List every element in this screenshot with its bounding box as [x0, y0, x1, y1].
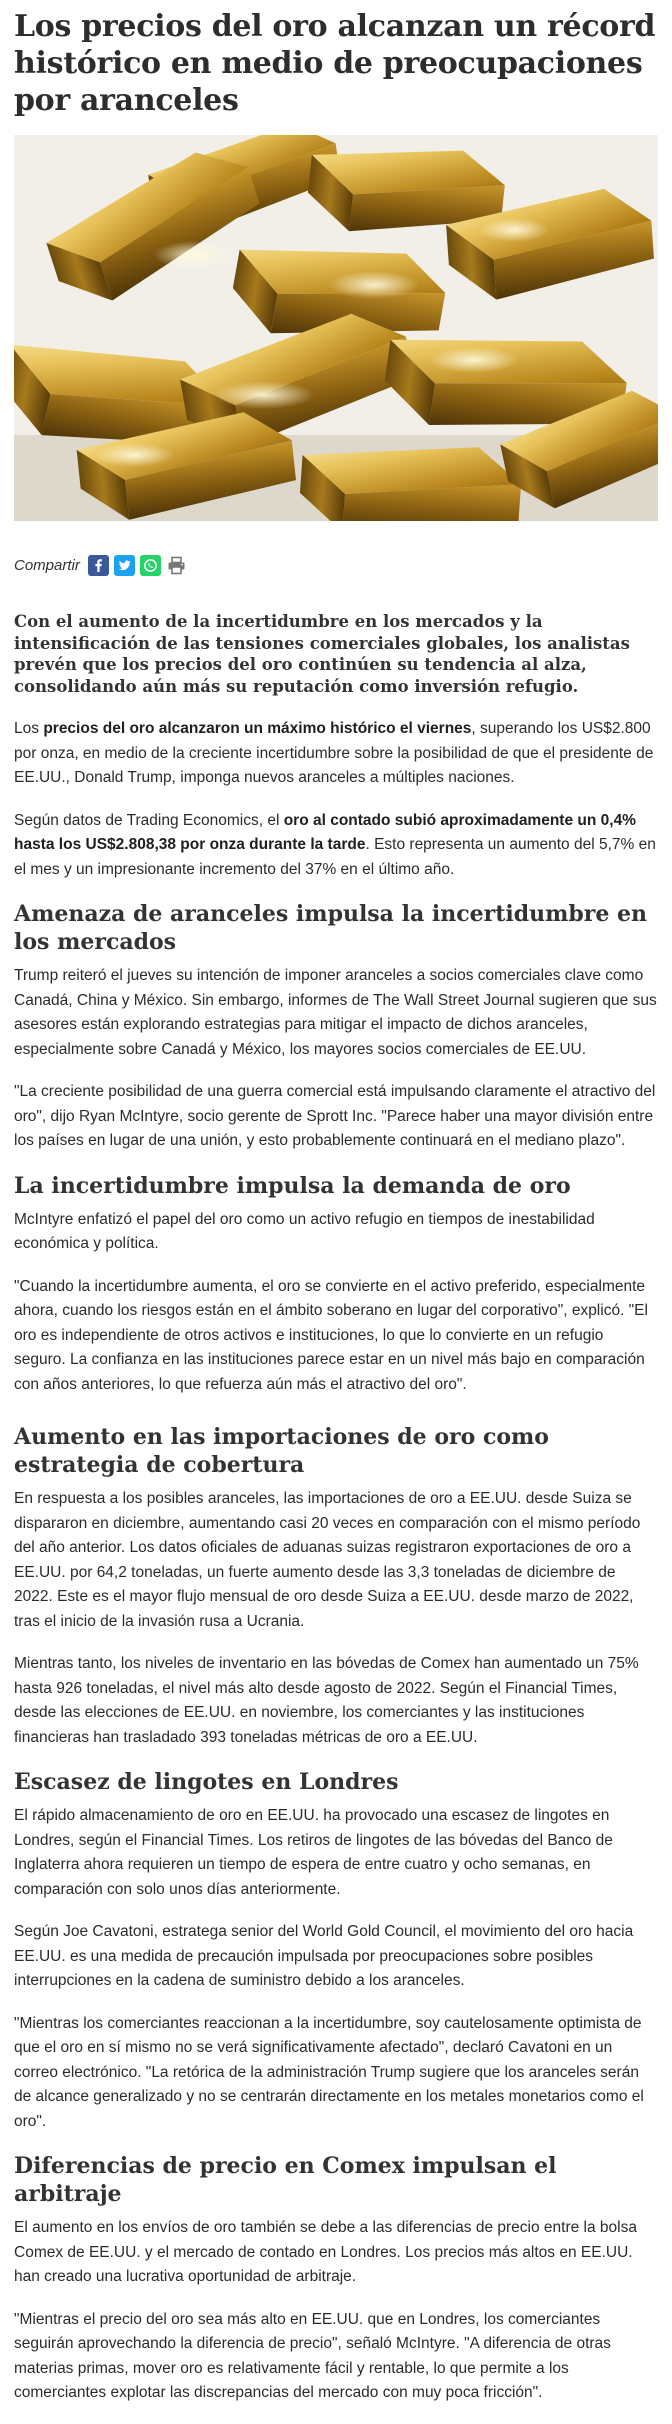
- paragraph: En respuesta a los posibles aranceles, las importaciones de oro a EE.UU. desde Suiza se dispararon en diciembre, aumentando casi 20 veces en comparación con el mismo período del año anterior. Los datos oficiales de aduanas suizas registraron exportaciones de oro a EE.UU. por 64,2 toneladas, un fuerte aumento desde las 3,3 toneladas de diciembre de 2022. Este es el mayor flujo mensual de oro desde Suiza a EE.UU. desde marzo de 2022, tras el inicio de la invasión rusa a Ucrania.: [14, 1490, 641, 1630]
- bold-text: precios del oro alcanzaron un máximo histórico el viernes: [43, 720, 472, 737]
- article-lead: Con el aumento de la incertidumbre en los mercados y la intensificación de las tensiones comerciales globales, los analistas prevén que los precios del oro continúen su tendencia al alza, consolidando aún más su reputación como inversión refugio.: [14, 612, 630, 696]
- section-heading: Escasez de lingotes en Londres: [14, 1769, 399, 1795]
- section-heading: Amenaza de aranceles impulsa la incertidumbre en los mercados: [14, 901, 648, 955]
- bold-text: oro al contado subió aproximadamente un 0,4% hasta los US$2.808,38 por onza durante la tarde: [14, 811, 636, 853]
- text-span: Según datos de Trading Economics, el: [14, 811, 284, 829]
- twitter-icon[interactable]: [114, 555, 135, 576]
- paragraph: "La creciente posibilidad de una guerra comercial está impulsando claramente el atractivo del oro", dijo Ryan McIntyre, socio gerente de Sprott Inc. "Parece haber una mayor división entre los países en lugar de una unión, y esto probablemente continuará en el mediano plazo".: [14, 1083, 656, 1149]
- text-span: Los: [14, 720, 44, 737]
- section-heading: Aumento en las importaciones de oro como estrategia de cobertura: [14, 1424, 549, 1478]
- print-icon[interactable]: [166, 555, 187, 576]
- share-label: Compartir: [14, 556, 80, 574]
- section-heading: Diferencias de precio en Comex impulsan el arbitraje: [14, 2153, 557, 2207]
- facebook-icon[interactable]: [88, 555, 109, 576]
- paragraph: [14, 809, 658, 883]
- paragraph: "Mientras el precio del oro sea más alto en EE.UU. que en Londres, los comerciantes seguirán aprovechando la diferencia de precio", señaló McIntyre. "A diferencia de otras materias primas, mover oro es relativamente fácil y rentable, lo que permite a los comerciantes explotar las discrepancias del mercado con muy poca fricción".: [14, 2310, 611, 2401]
- text-span: . Esto representa un aumento del 5,7% en el mes y un impresionante incremento del 37% en el último año.: [14, 836, 656, 878]
- article-headline: Los precios del oro alcanzan un récord histórico en medio de preocupaciones por aranceles: [14, 9, 656, 118]
- paragraph: Trump reiteró el jueves su intención de imponer aranceles a socios comerciales clave como Canadá, China y México. Sin embargo, informes de The Wall Street Journal sugieren que sus asesores están explorando estrategias para mitigar el impacto de dichos aranceles, especialmente sobre Canadá y México, los mayores socios comerciales de EE.UU.: [14, 967, 657, 1058]
- whatsapp-icon[interactable]: [140, 555, 161, 576]
- paragraph: McIntyre enfatizó el papel del oro como un activo refugio en tiempos de inestabilidad económica y política.: [14, 1210, 595, 1252]
- paragraph: Según Joe Cavatoni, estratega senior del World Gold Council, el movimiento del oro hacia EE.UU. es una medida de precaución impulsada por preocupaciones sobre posibles interrupciones en la cadena de suministro debido a los aranceles.: [14, 1923, 634, 1989]
- paragraph: Mientras tanto, los niveles de inventario en las bóvedas de Comex han aumentado un 75% hasta 926 toneladas, el nivel más alto desde agosto de 2022. Según el Financial Times, desde las elecciones de EE.UU. en noviembre, los comerciantes y las instituciones financieras han trasladado 393 toneladas métricas de oro a EE.UU.: [14, 1655, 639, 1746]
- paragraph: "Cuando la incertidumbre aumenta, el oro se convierte en el activo preferido, especialmente ahora, cuando los riesgos están en el ámbito soberano en lugar del corporativo", explicó. "El oro es independiente de otros activos e instituciones, lo que lo convierte en un refugio seguro. La confianza en las instituciones parece estar en un nivel más bajo en comparación con años anteriores, lo que refuerza aún más el atractivo del oro".: [14, 1277, 648, 1393]
- hero-image-gold-bars: [14, 135, 658, 521]
- paragraph: "Mientras los comerciantes reaccionan a la incertidumbre, soy cautelosamente optimista de que el oro en sí mismo no se verá significativamente afectado", declaró Cavatoni en un correo electrónico. "La retórica de la administración Trump sugiere que los aranceles serán de alcance generalizado y no se centrarán directamente en los metales monetarios como el oro".: [14, 2014, 644, 2130]
- paragraph: El aumento en los envíos de oro también se debe a las diferencias de precio entre la bolsa Comex de EE.UU. y el mercado de contado en Londres. Los precios más altos en EE.UU. han creado una lucrativa oportunidad de arbitraje.: [14, 2219, 637, 2285]
- paragraph: [14, 717, 658, 791]
- paragraph: El rápido almacenamiento de oro en EE.UU. ha provocado una escasez de lingotes en Londres, según el Financial Times. Los retiros de lingotes de las bóvedas del Banco de Inglaterra ahora requieren un tiempo de espera de entre cuatro y ocho semanas, en comparación con solo unos días anteriormente.: [14, 1807, 613, 1898]
- section-heading: La incertidumbre impulsa la demanda de oro: [14, 1172, 571, 1199]
- text-span: , superando los US$2.800 por onza, en medio de la creciente incertidumbre sobre la posibilidad de que el presidente de EE.UU., Donald Trump, imponga nuevos aranceles a múltiples naciones.: [14, 720, 654, 786]
- share-bar: [14, 551, 658, 579]
